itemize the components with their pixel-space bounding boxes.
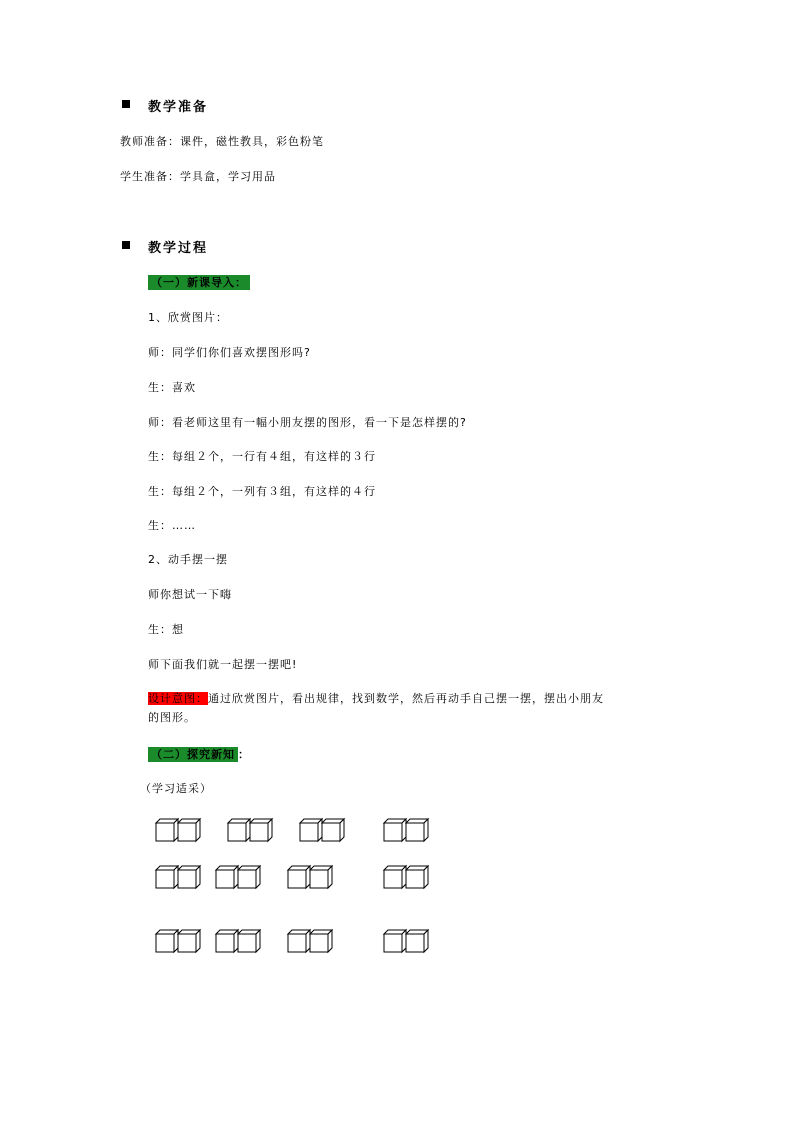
dialogue-line: 生：每组２个，一行有４组，有这样的３行 [148,450,376,463]
dialogue-line: 师下面我们就一起摆一摆吧! [148,658,298,671]
design-intent-continued: 的图形。 [148,711,196,724]
part2-label-highlight: （二）探究新知 [148,747,238,762]
section-heading-prep: 教学准备 [148,100,209,115]
dialogue-line: 师：同学们你们喜欢摆图形吗? [148,346,311,359]
design-intent-label: 设计意图： [148,692,208,705]
dialogue-line: 师：看老师这里有一幅小朋友摆的图形，看一下是怎样摆的? [148,416,467,429]
cube-pair [156,930,200,952]
teacher-prep-text: 教师准备：课件，磁性教具，彩色粉笔 [120,135,324,148]
cube-pair [300,819,344,841]
section-heading-process: 教学过程 [148,241,209,256]
cube-pair [228,819,272,841]
item1-text: 1、欣赏图片： [148,311,228,324]
dialogue-line: 生：…… [148,519,196,532]
cube-pair [288,930,332,952]
cube-pair [156,866,200,888]
item2-text: 2、动手摆一摆 [148,553,228,566]
cube-pair [384,819,428,841]
cube-pair [384,866,428,888]
student-prep-text: 学生准备：学具盒，学习用品 [120,170,276,183]
part1-label-highlight: （一）新课导入： [148,275,250,290]
dialogue-line: 生：每组２个，一列有３组，有这样的４行 [148,485,376,498]
dialogue-line: 师你想试一下嗨 [148,588,232,601]
cube-pair [216,866,260,888]
dialogue-line: 生：喜欢 [148,381,196,394]
cube-pair [156,819,200,841]
cube-pair [384,930,428,952]
design-intent-text: 通过欣赏图片，看出规律，找到数学，然后再动手自己摆一摆，摆出小朋友 [208,692,604,705]
part2-colon: ： [238,748,250,761]
cube-pair [216,930,260,952]
cube-pair [288,866,332,888]
study-note: （学习适采） [140,782,212,795]
dialogue-line: 生：想 [148,623,184,636]
